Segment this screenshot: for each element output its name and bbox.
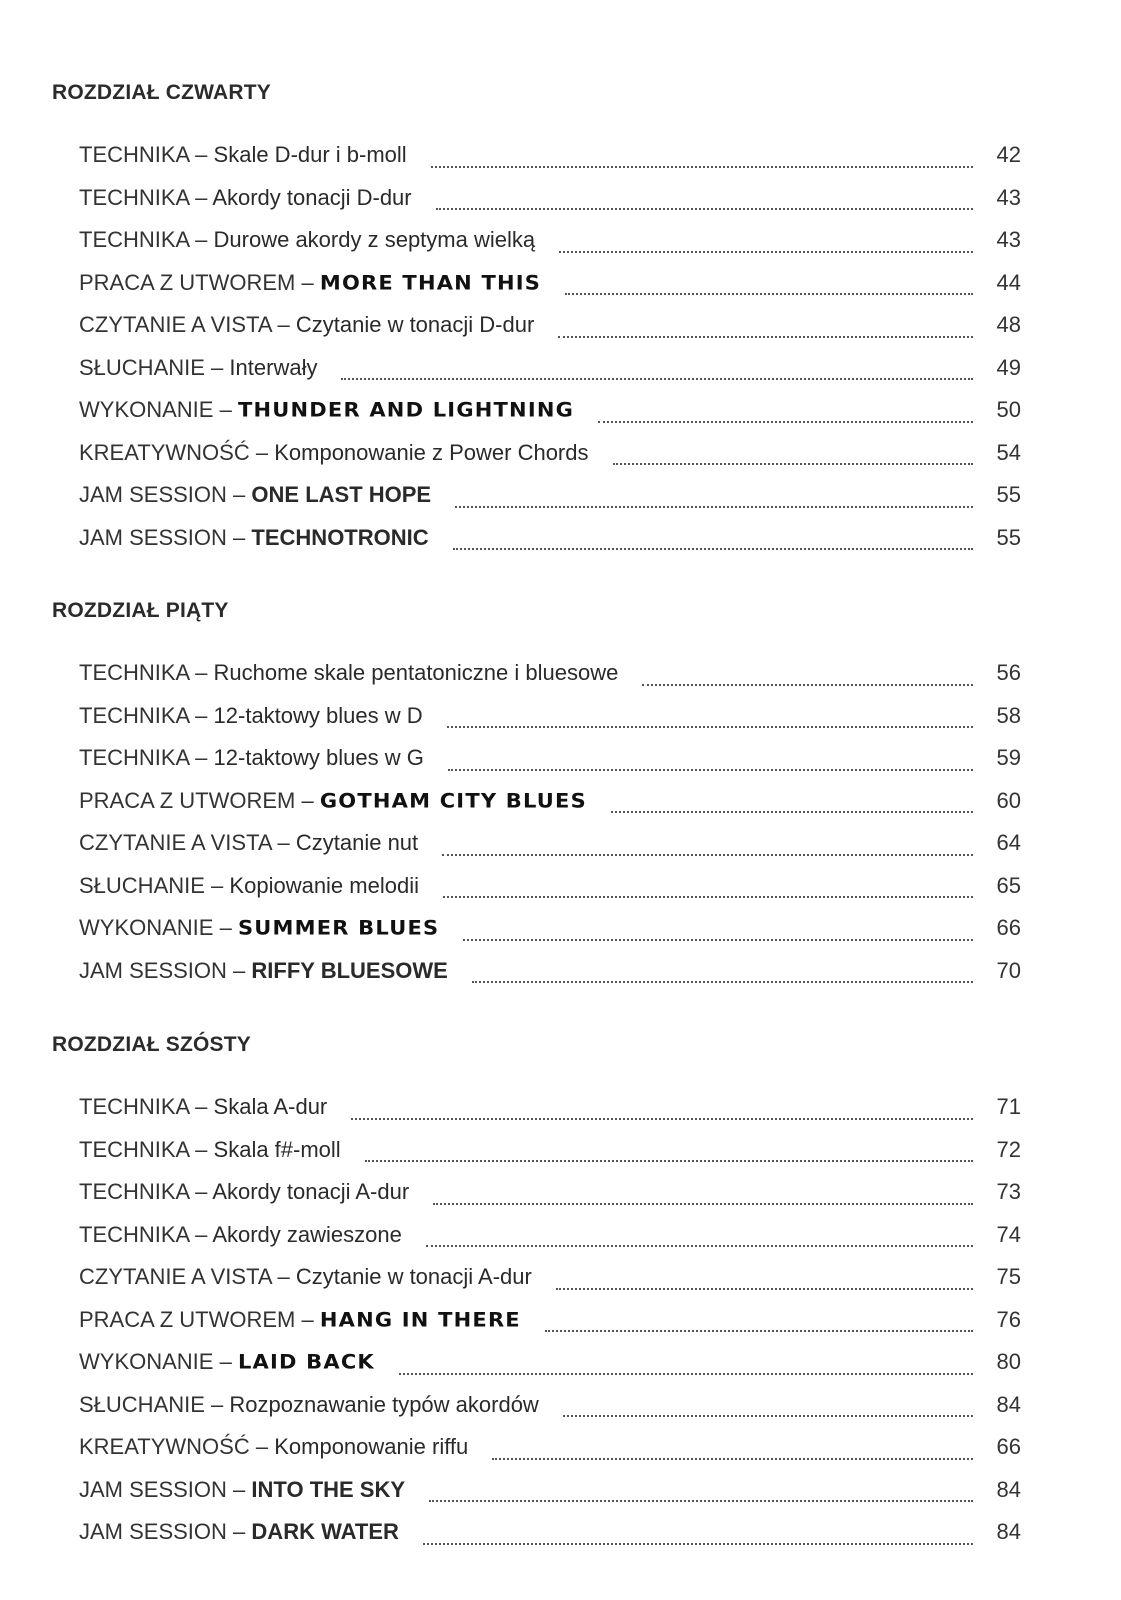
entry-text [79,1214,402,1257]
entry-separator: – [233,524,246,550]
page-number: 66 [996,1434,1021,1459]
entry-title: LAID BACK [237,1350,375,1374]
entry-section: TECHNIKA [79,702,190,728]
toc-entry[interactable] [52,347,1021,390]
entry-separator: – [195,1179,208,1204]
page-number: 60 [996,787,1021,813]
entry-separator: – [195,1094,208,1119]
dot-leader [611,810,973,813]
entry-section: TECHNIKA [79,142,190,167]
entry-section: TECHNIKA [79,184,190,210]
toc-entry[interactable] [52,304,1021,347]
toc-entry[interactable] [52,780,1021,823]
dot-leader [545,1329,973,1332]
page-number: 55 [996,524,1021,550]
dot-leader [423,1542,973,1545]
dot-leader [563,1414,973,1417]
entry-separator: – [211,872,224,898]
entry-separator: – [219,1349,232,1374]
entry-section: WYKONANIE [79,915,214,940]
entry-text [79,262,541,305]
dot-leader [455,505,973,508]
dot-leader [341,377,973,380]
entry-section: JAM SESSION [79,524,227,550]
toc-entry[interactable] [52,1171,1021,1214]
entry-title: TECHNOTRONIC [251,524,429,550]
entry-title: 12-taktowy blues w G [213,745,424,770]
entry-separator: – [195,227,208,252]
toc-entry[interactable] [52,865,1021,908]
page-number: 56 [996,660,1021,685]
entry-title: Rozpoznawanie typów akordów [229,1391,539,1417]
entry-text [79,432,589,475]
entry-text [79,304,534,347]
page-number: 84 [996,1519,1021,1544]
entry-section: PRACA Z UTWOREM [79,1306,296,1332]
entry-section: KREATYWNOŚĆ [79,439,250,465]
entry-separator: – [195,184,208,210]
toc-entry[interactable] [52,1086,1021,1129]
page-number: 72 [996,1136,1021,1162]
page-number: 43 [996,184,1021,210]
page-number: 75 [996,1264,1021,1289]
page-number: 84 [996,1391,1021,1417]
entry-title: 12-taktowy blues w D [213,702,423,728]
entry-title: Czytanie w tonacji A-dur [295,1264,532,1289]
entry-text [79,1426,468,1469]
toc-entry[interactable] [52,907,1021,950]
entry-title: HANG IN THERE [319,1308,521,1331]
entry-title: Akordy tonacji A-dur [212,1179,410,1204]
entry-text [79,1299,521,1342]
page-number: 64 [996,830,1021,855]
page-number: 42 [996,142,1021,167]
toc-entry[interactable] [52,1341,1021,1384]
entry-text [79,219,535,262]
toc-entry[interactable] [52,1129,1021,1172]
entry-separator: – [233,482,246,507]
toc-entry[interactable] [52,1256,1021,1299]
entry-text [79,177,412,220]
toc-list [52,134,1021,559]
entry-text [79,737,424,780]
page-number: 73 [996,1179,1021,1204]
dot-leader [426,1244,973,1247]
entry-title: Akordy tonacji D-dur [212,184,412,210]
entry-title: MORE THAN THIS [319,271,542,294]
chapter-title: ROZDZIAŁ SZÓSTY [52,1033,251,1056]
entry-separator: – [277,312,290,337]
entry-section: TECHNIKA [79,660,190,685]
dot-leader [642,683,973,686]
toc-entry[interactable] [52,1426,1021,1469]
entry-title: Ruchome skale pentatoniczne i bluesowe [213,660,619,685]
page-number: 48 [996,312,1021,337]
dot-leader [443,895,973,898]
entry-section: JAM SESSION [79,1476,227,1502]
page-number: 59 [996,745,1021,770]
entry-text [79,695,423,738]
entry-section: TECHNIKA [79,1136,190,1162]
dot-leader [558,335,973,338]
page-number: 80 [996,1349,1021,1374]
dot-leader [463,938,973,941]
entry-title: DARK WATER [251,1519,399,1544]
dot-leader [559,250,973,253]
entry-separator: – [277,830,290,855]
toc-entry[interactable] [52,1511,1021,1554]
entry-title: THUNDER AND LIGHTNING [237,398,575,422]
entry-title: Interwały [229,354,318,380]
toc-entry[interactable] [52,950,1021,993]
dot-leader [399,1372,973,1375]
entry-text [79,517,429,560]
entry-title: ONE LAST HOPE [251,482,432,507]
dot-leader [442,853,973,856]
dot-leader [436,207,973,210]
entry-separator: – [233,1519,246,1544]
dot-leader [565,292,973,295]
entry-text [79,950,448,993]
page-number: 70 [996,957,1021,983]
entry-separator: – [301,269,314,295]
entry-title: Skale D-dur i b-moll [213,142,407,167]
entry-text [79,865,419,908]
entry-text [79,1129,341,1172]
entry-text [79,134,407,177]
entry-title: GOTHAM CITY BLUES [319,789,587,812]
toc-entry[interactable] [52,1384,1021,1427]
page-number: 44 [996,269,1021,295]
entry-text [79,780,587,823]
entry-separator: – [195,1136,208,1162]
dot-leader [492,1457,973,1460]
page-number: 71 [996,1094,1021,1119]
entry-title: SUMMER BLUES [237,916,440,940]
entry-separator: – [301,1306,314,1332]
entry-separator: – [233,1476,246,1502]
entry-title: Kopiowanie melodii [229,872,419,898]
entry-section: PRACA Z UTWOREM [79,269,296,295]
entry-section: JAM SESSION [79,1519,227,1544]
dot-leader [365,1159,973,1162]
dot-leader [431,165,973,168]
entry-text [79,474,431,517]
toc-entry[interactable] [52,1214,1021,1257]
entry-title: RIFFY BLUESOWE [251,957,448,983]
entry-section: JAM SESSION [79,482,227,507]
entry-title: Komponowanie z Power Chords [274,439,589,465]
entry-separator: – [195,702,208,728]
entry-section: TECHNIKA [79,1179,190,1204]
page-number: 84 [996,1476,1021,1502]
entry-section: TECHNIKA [79,1094,190,1119]
page-number: 74 [996,1221,1021,1247]
entry-section: SŁUCHANIE [79,354,205,380]
entry-section: CZYTANIE A VISTA [79,830,272,855]
entry-text [79,347,317,390]
chapter-title: ROZDZIAŁ PIĄTY [52,599,229,622]
entry-title: Komponowanie riffu [274,1434,469,1459]
page-number: 43 [996,227,1021,252]
entry-section: CZYTANIE A VISTA [79,1264,272,1289]
toc-entry[interactable] [52,432,1021,475]
dot-leader [433,1202,973,1205]
entry-separator: – [211,354,224,380]
dot-leader [447,725,973,728]
entry-section: WYKONANIE [79,1349,214,1374]
dot-leader [448,768,973,771]
entry-separator: – [255,439,269,465]
dot-leader [598,420,973,423]
toc-entry[interactable] [52,1299,1021,1342]
entry-text [79,1511,399,1554]
entry-text [79,1256,532,1299]
entry-text [79,652,618,695]
page-number: 55 [996,482,1021,507]
dot-leader [429,1499,973,1502]
entry-title: INTO THE SKY [251,1476,406,1502]
toc-entry[interactable] [52,652,1021,695]
entry-text [79,1171,409,1214]
entry-section: SŁUCHANIE [79,872,205,898]
page-number: 65 [996,872,1021,898]
entry-title: Skala f#-moll [213,1136,341,1162]
entry-separator: – [195,745,208,770]
dot-leader [613,462,974,465]
entry-text [79,822,418,865]
entry-text [79,389,574,432]
entry-section: KREATYWNOŚĆ [79,1434,250,1459]
entry-text [79,1341,375,1384]
entry-section: JAM SESSION [79,957,227,983]
entry-section: WYKONANIE [79,397,214,422]
toc-entry[interactable] [52,517,1021,560]
page-number: 54 [996,439,1021,465]
entry-separator: – [219,915,232,940]
entry-separator: – [219,397,232,422]
toc-entry[interactable] [52,1469,1021,1512]
entry-title: Akordy zawieszone [212,1221,402,1247]
entry-separator: – [233,957,246,983]
toc-entry[interactable] [52,134,1021,177]
entry-section: TECHNIKA [79,745,190,770]
toc-entry[interactable] [52,474,1021,517]
chapter-section [52,78,1021,559]
page-number: 76 [996,1306,1021,1332]
entry-section: PRACA Z UTWOREM [79,787,296,813]
entry-section: TECHNIKA [79,227,190,252]
toc-entry[interactable] [52,389,1021,432]
entry-text [79,1469,405,1512]
dot-leader [453,547,973,550]
toc-entry[interactable] [52,262,1021,305]
entry-text [79,1384,539,1427]
entry-title: Czytanie w tonacji D-dur [295,312,535,337]
entry-section: SŁUCHANIE [79,1391,205,1417]
entry-title: Skala A-dur [213,1094,328,1119]
page-number: 58 [996,702,1021,728]
toc-list [52,652,1021,992]
toc-list [52,1086,1021,1554]
entry-separator: – [195,1221,208,1247]
dot-leader [351,1117,973,1120]
toc-entry[interactable] [52,219,1021,262]
toc-entry[interactable] [52,177,1021,220]
page-number: 50 [996,397,1021,422]
entry-separator: – [195,142,208,167]
toc-entry[interactable] [52,737,1021,780]
entry-text [79,907,439,950]
entry-title: Czytanie nut [295,830,419,855]
entry-separator: – [255,1434,269,1459]
dot-leader [472,980,973,983]
page-number: 66 [996,915,1021,940]
entry-separator: – [211,1391,224,1417]
entry-separator: – [195,660,208,685]
entry-separator: – [301,787,314,813]
dot-leader [556,1287,973,1290]
page-number: 49 [996,354,1021,380]
toc-entry[interactable] [52,695,1021,738]
entry-title: Durowe akordy z septyma wielką [213,227,536,252]
chapter-section [52,1030,1021,1554]
chapter-title: ROZDZIAŁ CZWARTY [52,81,272,104]
chapter-section [52,596,1021,992]
entry-separator: – [277,1264,290,1289]
toc-entry[interactable] [52,822,1021,865]
entry-text [79,1086,327,1129]
entry-section: CZYTANIE A VISTA [79,312,272,337]
entry-section: TECHNIKA [79,1221,190,1247]
